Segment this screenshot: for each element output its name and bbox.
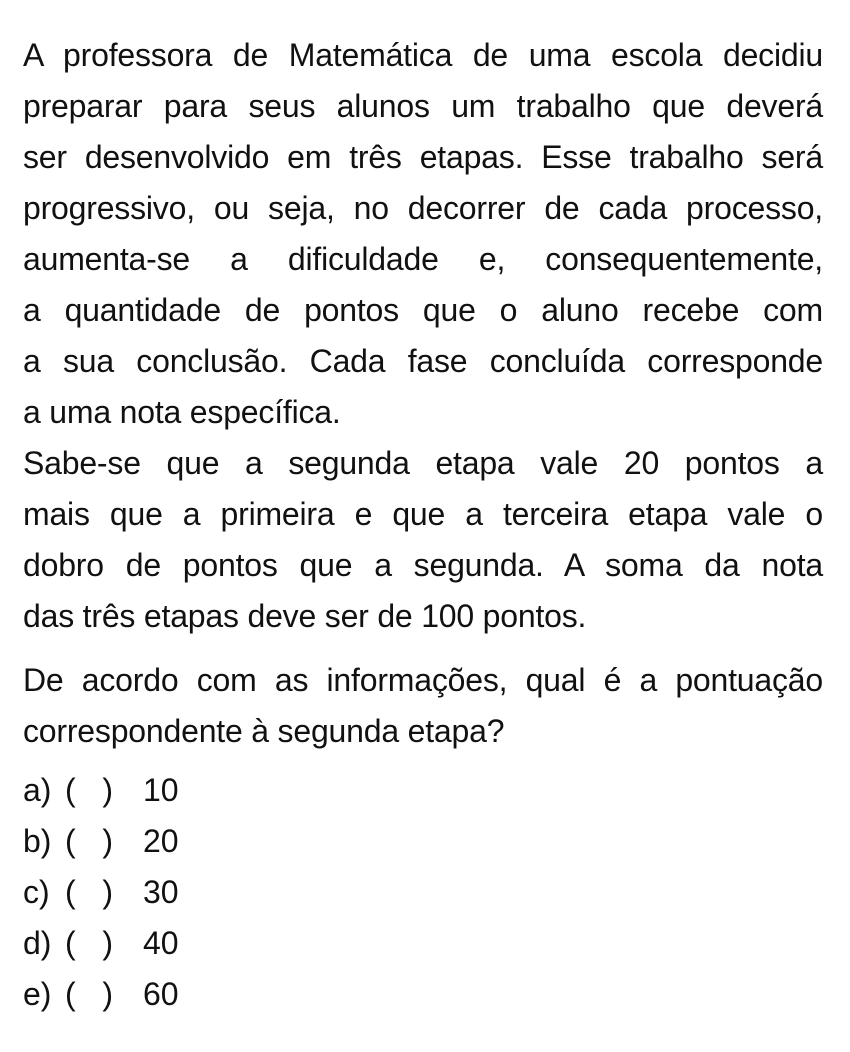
text-line: a uma nota específica. [23, 394, 341, 430]
text-line: A professora de Matemática de uma escola decidiu [23, 37, 823, 73]
option-letter: a) [23, 772, 52, 808]
question-document [23, 30, 823, 1052]
option-d[interactable] [23, 918, 823, 969]
text-line: mais que a primeira e que a terceira etapa vale o [23, 496, 823, 532]
text-line: Sabe-se que a segunda etapa vale 20 pontos a [23, 445, 823, 481]
option-checkbox[interactable]: ( ) [65, 976, 113, 1012]
answer-options [23, 765, 823, 1020]
text-line: correspondente à segunda etapa? [23, 713, 505, 749]
text-line: De acordo com as informações, qual é a pontuação [23, 662, 823, 698]
option-letter: b) [23, 823, 52, 859]
text-line: a quantidade de pontos que o aluno recebe com [23, 292, 823, 328]
text-line: ser desenvolvido em três etapas. Esse trabalho será [23, 139, 823, 175]
text-line: das três etapas deve ser de 100 pontos. [23, 598, 587, 634]
text-line: aumenta-se a dificuldade e, consequentemente, [23, 241, 823, 277]
option-checkbox[interactable]: ( ) [65, 772, 113, 808]
option-e[interactable] [23, 969, 823, 1020]
option-b[interactable] [23, 816, 823, 867]
option-letter: c) [23, 874, 50, 910]
text-line: a sua conclusão. Cada fase concluída corresponde [23, 343, 823, 379]
option-letter: d) [23, 925, 52, 961]
option-value: 20 [143, 823, 179, 859]
problem-paragraph-2 [23, 438, 823, 642]
option-value: 10 [143, 772, 179, 808]
option-checkbox[interactable]: ( ) [65, 925, 113, 961]
option-a[interactable] [23, 765, 823, 816]
option-checkbox[interactable]: ( ) [65, 823, 113, 859]
option-checkbox[interactable]: ( ) [65, 874, 113, 910]
problem-paragraph-1 [23, 30, 823, 438]
option-letter: e) [23, 976, 52, 1012]
option-c[interactable] [23, 867, 823, 918]
question-prompt [23, 655, 823, 757]
text-line: progressivo, ou seja, no decorrer de cada processo, [23, 190, 823, 226]
option-value: 40 [143, 925, 179, 961]
option-value: 30 [143, 874, 179, 910]
text-line: dobro de pontos que a segunda. A soma da nota [23, 547, 823, 583]
option-value: 60 [143, 976, 179, 1012]
text-line: preparar para seus alunos um trabalho que deverá [23, 88, 823, 124]
